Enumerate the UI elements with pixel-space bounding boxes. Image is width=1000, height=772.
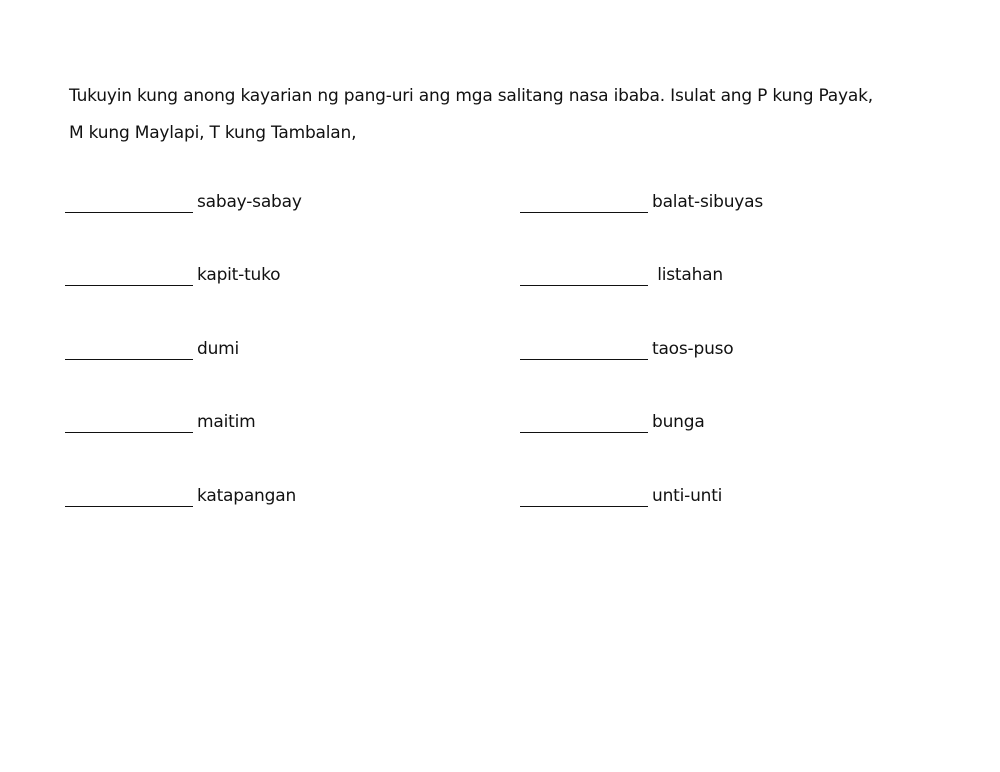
answer-blank[interactable] bbox=[520, 285, 648, 286]
left-item-4 bbox=[65, 410, 255, 434]
right-item-3 bbox=[520, 337, 734, 361]
answer-blank[interactable] bbox=[65, 432, 193, 433]
instructions-line-2: M kung Maylapi, T kung Tambalan, bbox=[69, 123, 357, 143]
item-word: katapangan bbox=[197, 486, 297, 506]
answer-blank[interactable] bbox=[65, 212, 193, 213]
item-word: sabay-sabay bbox=[197, 192, 302, 212]
right-item-4 bbox=[520, 410, 705, 434]
answer-blank[interactable] bbox=[520, 432, 648, 433]
item-word: taos-puso bbox=[652, 339, 734, 359]
instructions-line-1: Tukuyin kung anong kayarian ng pang-uri ang mga salitang nasa ibaba. Isulat ang P kung Payak, bbox=[69, 86, 873, 106]
instructions bbox=[69, 78, 969, 152]
left-item-3 bbox=[65, 337, 239, 361]
left-item-5 bbox=[65, 484, 296, 508]
item-word: maitim bbox=[197, 412, 256, 432]
answer-blank[interactable] bbox=[520, 212, 648, 213]
item-word: dumi bbox=[197, 339, 240, 359]
item-word: kapit-tuko bbox=[197, 265, 281, 285]
answer-blank[interactable] bbox=[65, 506, 193, 507]
item-word: unti-unti bbox=[652, 486, 723, 506]
item-word: balat-sibuyas bbox=[652, 192, 764, 212]
answer-blank[interactable] bbox=[65, 359, 193, 360]
answer-blank[interactable] bbox=[520, 359, 648, 360]
answer-blank[interactable] bbox=[520, 506, 648, 507]
answer-blank[interactable] bbox=[65, 285, 193, 286]
item-word: listahan bbox=[652, 265, 723, 285]
left-item-2 bbox=[65, 263, 280, 287]
left-item-1 bbox=[65, 190, 302, 214]
right-item-2 bbox=[520, 263, 723, 287]
right-item-1 bbox=[520, 190, 763, 214]
right-item-5 bbox=[520, 484, 722, 508]
item-word: bunga bbox=[652, 412, 705, 432]
